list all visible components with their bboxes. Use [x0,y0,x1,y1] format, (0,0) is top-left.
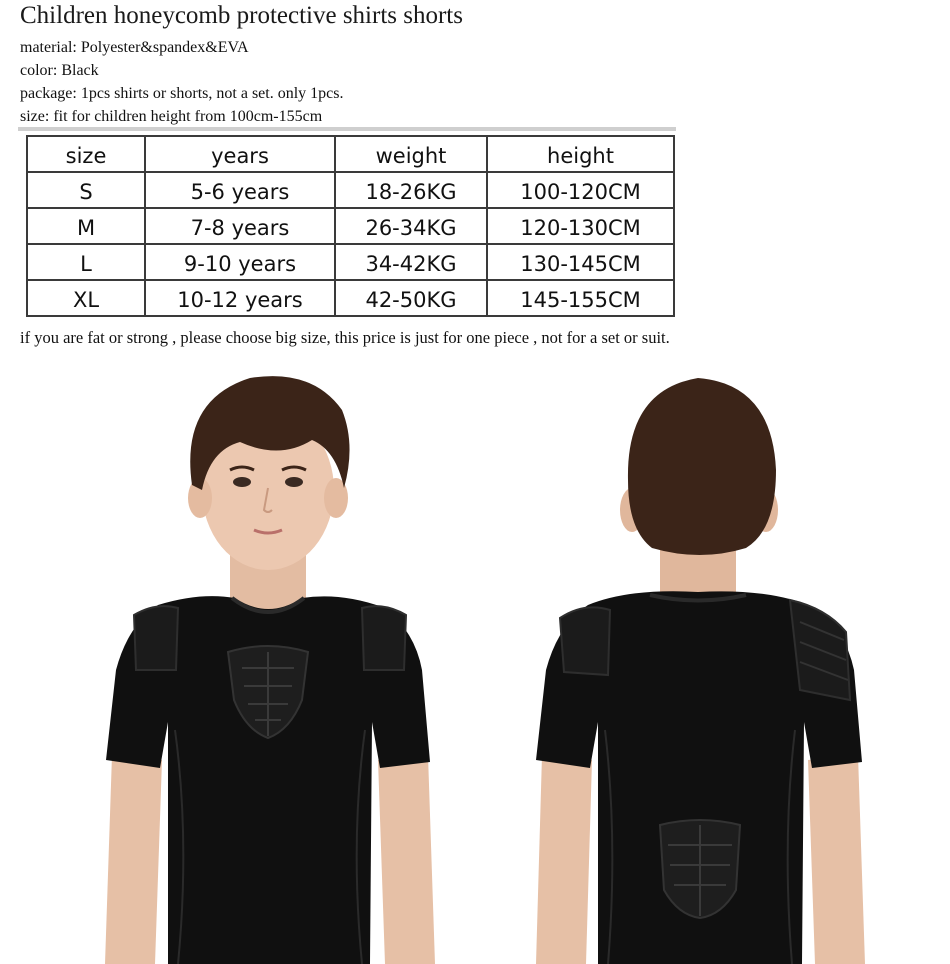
table-row [27,208,674,244]
size-advice-note: if you are fat or strong , please choose big size, this price is just for one piece , not for a set or suit. [20,328,670,347]
cell-years: 7-8 years [145,208,335,244]
cell-size: L [27,244,145,280]
cell-weight: 18-26KG [335,172,487,208]
cell-height: 100-120CM [487,172,674,208]
spec-material: material: Polyester&spandex&EVA [20,39,249,56]
cell-height: 145-155CM [487,280,674,316]
size-chart [18,127,676,327]
size-table [26,135,675,317]
header-size: size [27,136,145,172]
spec-color: color: Black [20,62,99,79]
table-row [27,172,674,208]
header-height: height [487,136,674,172]
cell-size: S [27,172,145,208]
table-row [27,280,674,316]
product-title: Children honeycomb protective shirts shorts [20,2,463,29]
cell-years: 10-12 years [145,280,335,316]
model-back-photo [500,370,940,964]
cell-weight: 42-50KG [335,280,487,316]
cell-weight: 26-34KG [335,208,487,244]
model-front-photo [50,370,490,964]
cell-height: 120-130CM [487,208,674,244]
spec-size-range: size: fit for children height from 100cm-155cm [20,108,323,125]
cell-height: 130-145CM [487,244,674,280]
header-years: years [145,136,335,172]
cell-weight: 34-42KG [335,244,487,280]
cell-size: M [27,208,145,244]
spec-package: package: 1pcs shirts or shorts, not a set. only 1pcs. [20,85,344,102]
table-header-row [27,136,674,172]
cell-years: 9-10 years [145,244,335,280]
cell-years: 5-6 years [145,172,335,208]
header-weight: weight [335,136,487,172]
table-row [27,244,674,280]
cell-size: XL [27,280,145,316]
